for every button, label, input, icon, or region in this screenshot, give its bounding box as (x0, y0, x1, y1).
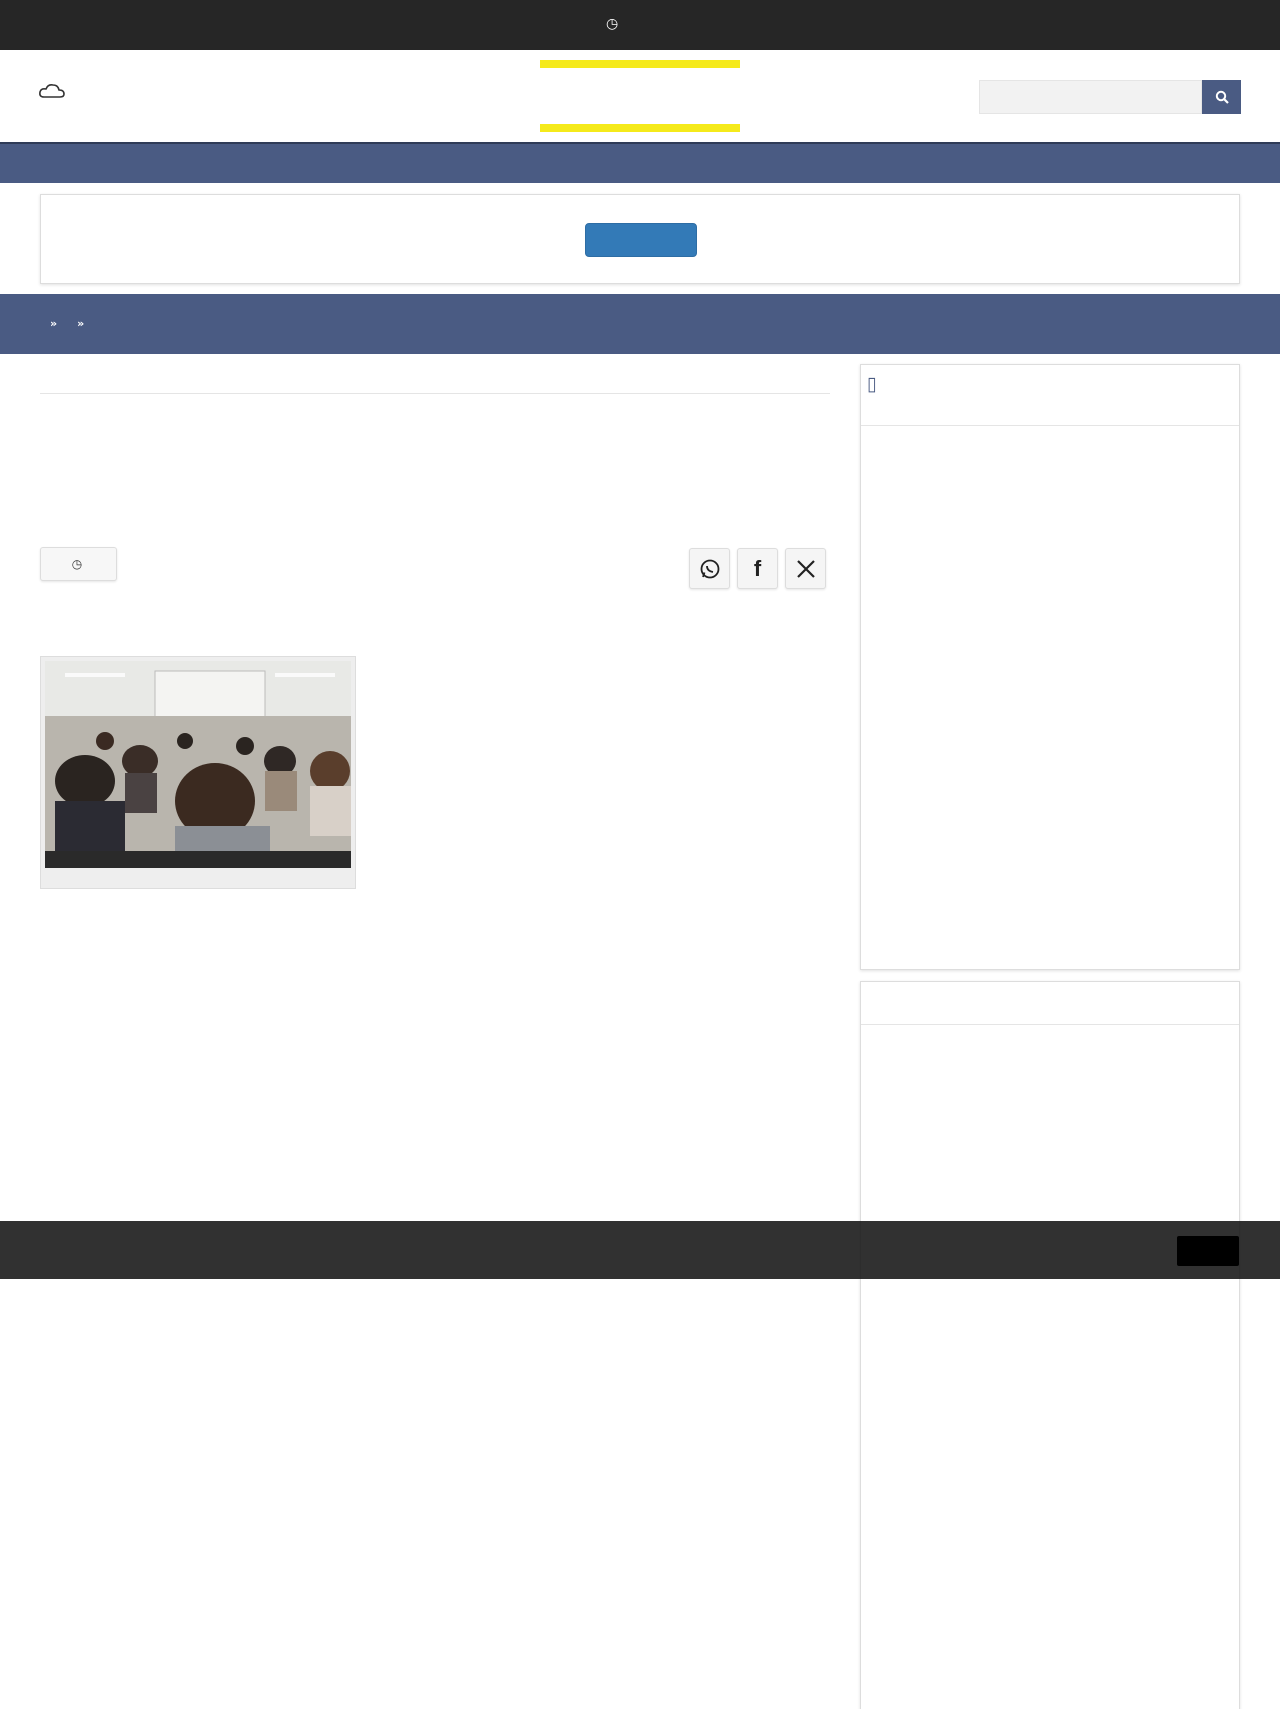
banner-html-button[interactable] (585, 223, 697, 257)
breadcrumb-separator: » (50, 317, 58, 330)
facebook-icon: f (753, 555, 762, 581)
search-input[interactable] (979, 80, 1202, 114)
clock-icon: ◷ (71, 557, 83, 571)
site-header (0, 50, 1280, 142)
cloud-icon (38, 82, 66, 100)
x-icon (796, 559, 816, 579)
whatsapp-icon (699, 558, 721, 580)
digital-editions-panel (860, 364, 1240, 970)
top-bar (0, 0, 1280, 50)
share-buttons (689, 548, 826, 589)
clock-icon: ◷ (606, 16, 619, 32)
classroom-image (45, 661, 351, 868)
most-read-panel (860, 981, 1240, 1709)
ad-banner (40, 194, 1240, 284)
current-time (606, 16, 618, 32)
site-logo[interactable] (540, 60, 740, 132)
whatsapp-share-button[interactable] (689, 548, 730, 589)
editions-title (867, 373, 876, 395)
x-share-button[interactable] (785, 548, 826, 589)
article-header (40, 378, 830, 394)
section-header (0, 294, 1280, 354)
search-button[interactable] (1202, 80, 1241, 114)
breadcrumb (40, 317, 94, 330)
search-form (979, 80, 1241, 114)
cookie-banner (0, 1221, 1280, 1279)
search-icon (1215, 90, 1229, 104)
accept-cookies-button[interactable] (1177, 1236, 1239, 1266)
facebook-share-button[interactable] (737, 548, 778, 589)
main-nav (0, 142, 1280, 183)
article-photo (40, 656, 356, 889)
divider (40, 393, 830, 394)
breadcrumb-separator: » (77, 317, 85, 330)
read-time-badge (40, 547, 117, 581)
mobile-icon: ▯ (867, 373, 877, 395)
